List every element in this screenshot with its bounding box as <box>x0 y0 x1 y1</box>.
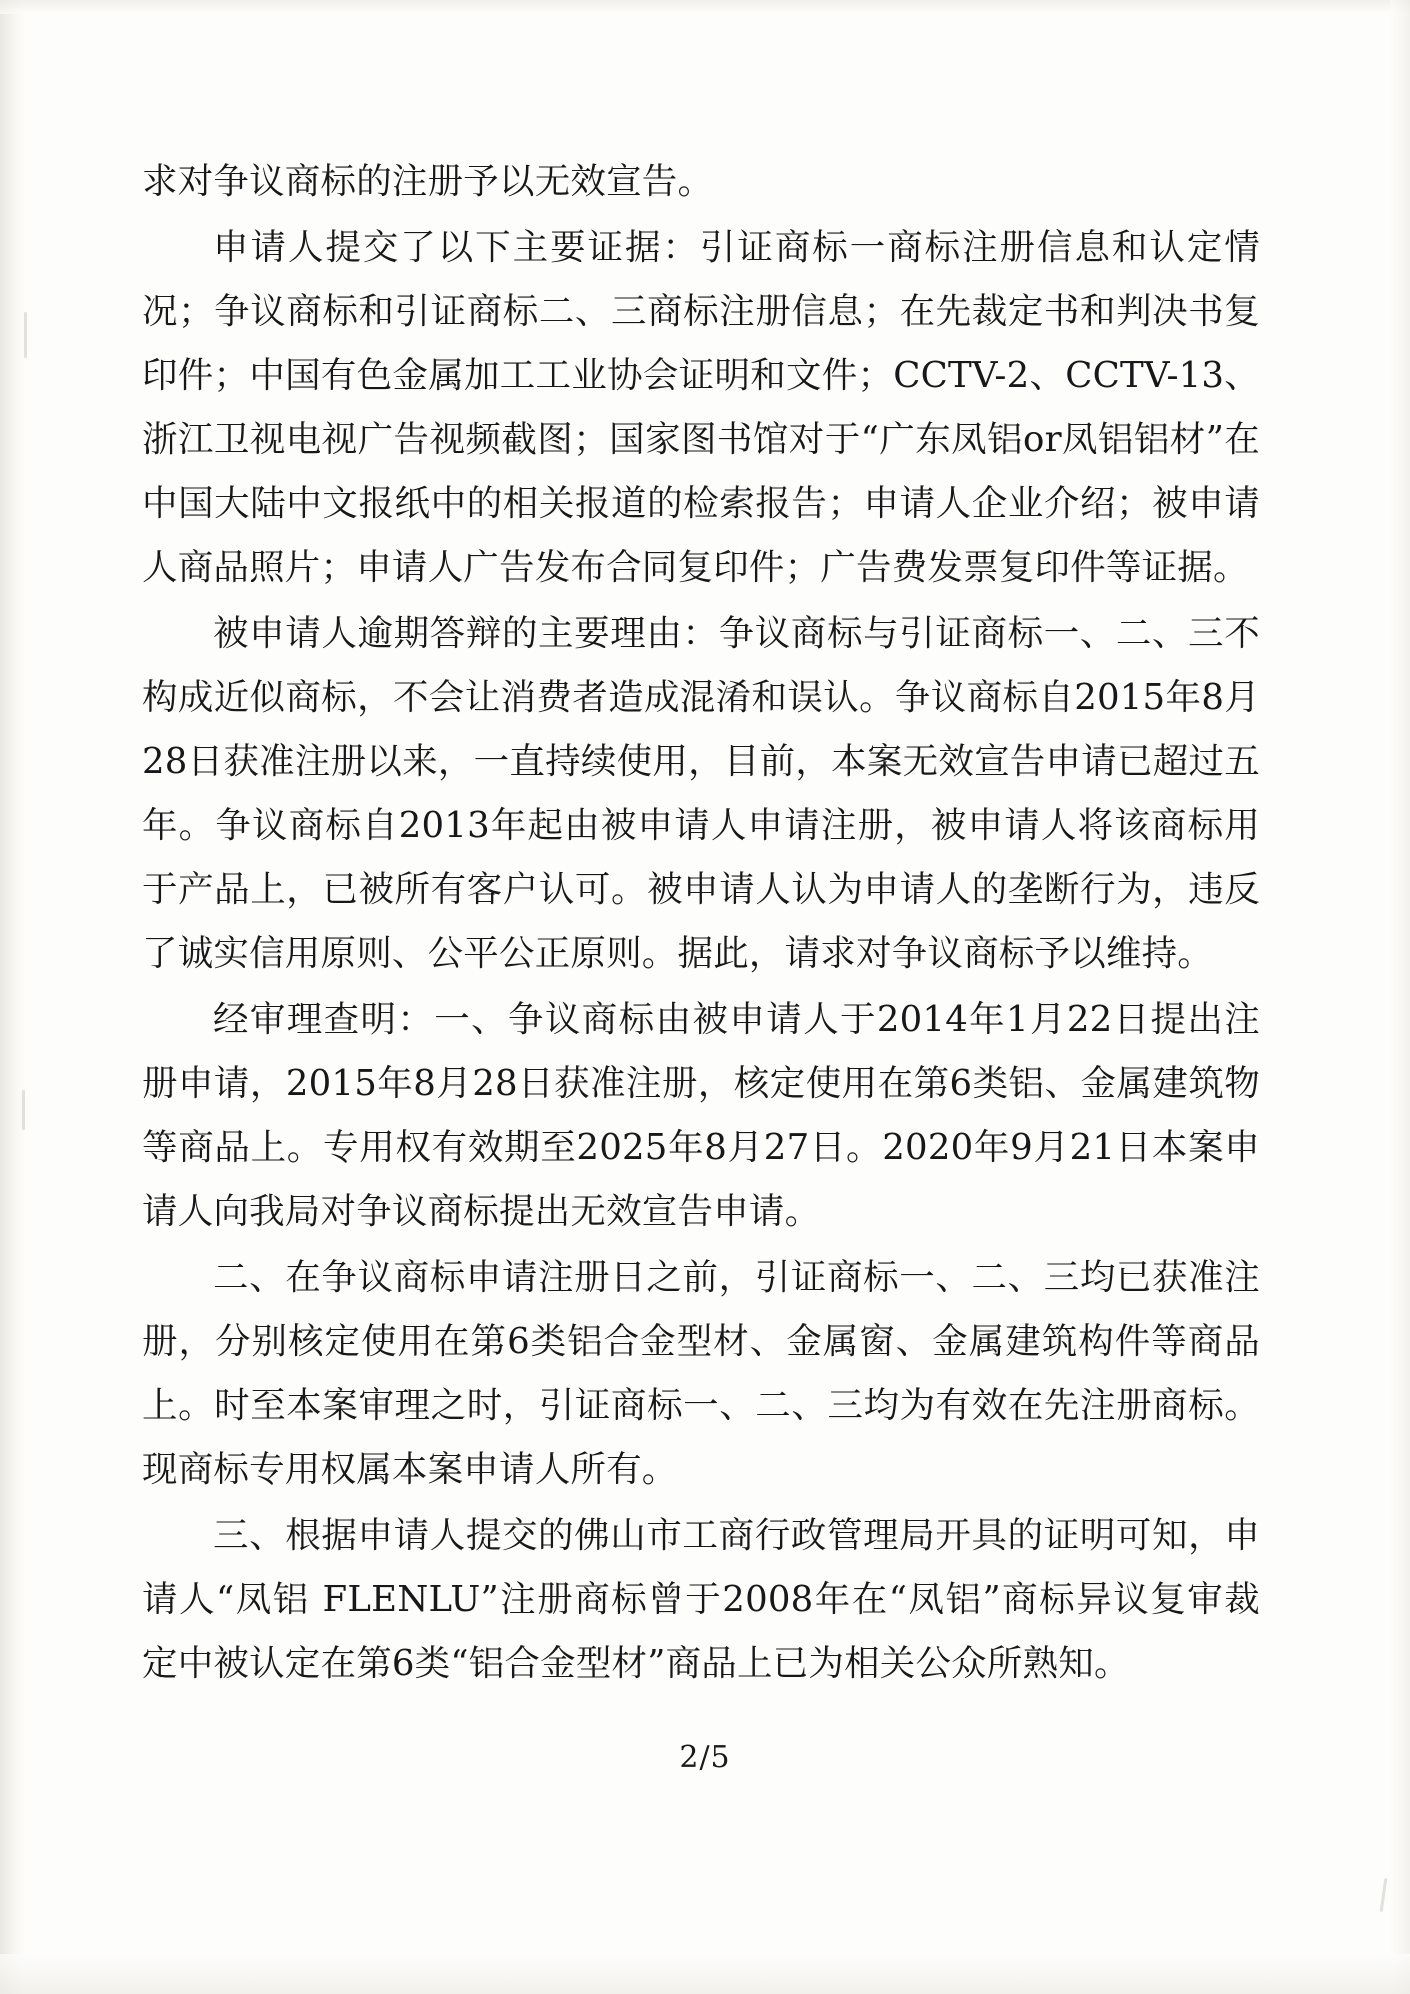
binding-mark <box>24 312 27 358</box>
paragraph-6: 三、根据申请人提交的佛山市工商行政管理局开具的证明可知，申请人“凤铝 FLENLU”注册商标曾于2008年在“凤铝”商标异议复审裁定中被认定在第6类“铝合金型材”商品上已为相关公众所熟知。 <box>142 1515 1260 1684</box>
binding-mark <box>1380 1878 1388 1912</box>
scan-edge-right <box>1390 0 1410 1994</box>
binding-mark <box>22 1090 25 1130</box>
scan-edge-top <box>0 0 1410 14</box>
paragraph-3: 被申请人逾期答辩的主要理由：争议商标与引证商标一、二、三不构成近似商标，不会让消费者造成混淆和误认。争议商标自2015年8月28日获准注册以来，一直持续使用，目前，本案无效宣告申请已超过五年。争议商标自2013年起由被申请人申请注册，被申请人将该商标用于产品上，已被所有客户认可。被申请人认为申请人的垄断行为，违反了诚实信用原则、公平公正原则。据此，请求对争议商标予以维持。 <box>142 613 1260 974</box>
page-number: 2/5 <box>679 1740 731 1775</box>
paragraph-2: 申请人提交了以下主要证据：引证商标一商标注册信息和认定情况；争议商标和引证商标二、三商标注册信息；在先裁定书和判决书复印件；中国有色金属加工工业协会证明和文件；CCTV-2、CCTV-13、浙江卫视电视广告视频截图；国家图书馆对于“广东凤铝or凤铝铝材”在中国大陆中文报纸中的相关报道的检索报告；申请人企业介绍；被申请人商品照片；申请人广告发布合同复印件；广告费发票复印件等证据。 <box>142 227 1260 588</box>
paragraph-5: 二、在争议商标申请注册日之前，引证商标一、二、三均已获准注册，分别核定使用在第6类铝合金型材、金属窗、金属建筑构件等商品上。时至本案审理之时，引证商标一、二、三均为有效在先注册商标。现商标专用权属本案申请人所有。 <box>142 1257 1260 1490</box>
scan-edge-left <box>0 0 26 1994</box>
document-body <box>142 150 1260 1698</box>
scan-edge-bottom <box>0 1954 1410 1994</box>
paragraph-1: 求对争议商标的注册予以无效宣告。 <box>142 161 714 202</box>
paragraph-4: 经审理查明：一、争议商标由被申请人于2014年1月22日提出注册申请，2015年8月28日获准注册，核定使用在第6类铝、金属建筑物等商品上。专用权有效期至2025年8月27日。2020年9月21日本案申请人向我局对争议商标提出无效宣告申请。 <box>142 999 1260 1232</box>
